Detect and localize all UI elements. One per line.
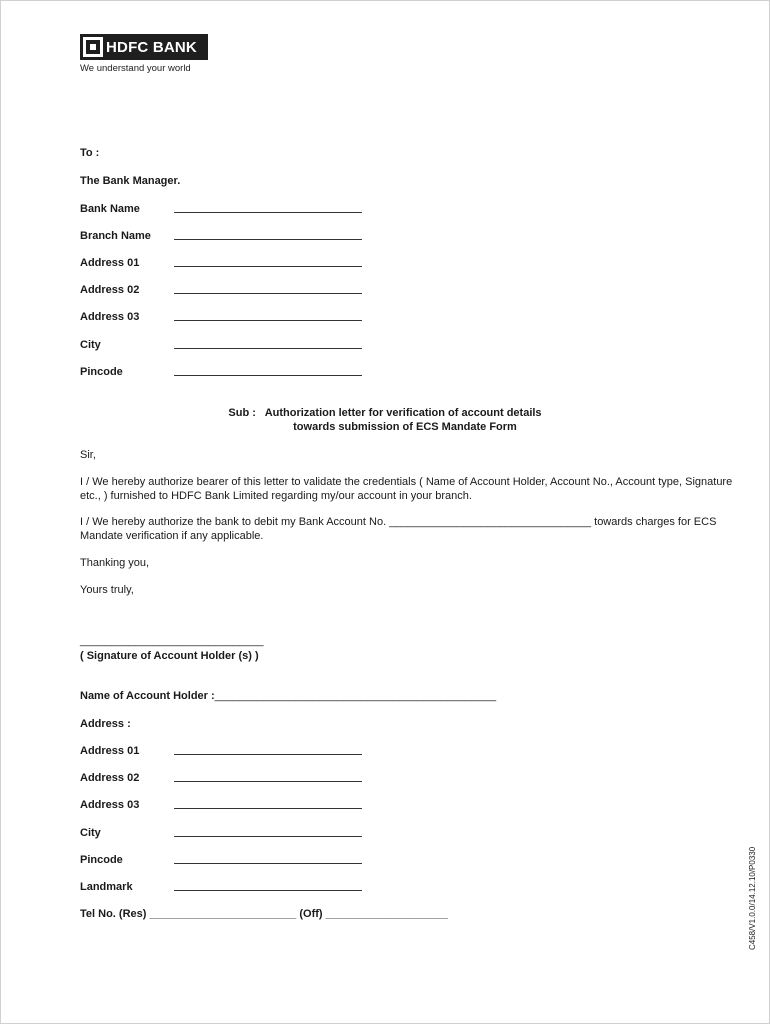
holder-address1-field[interactable]: [174, 754, 362, 755]
salutation: Sir,: [80, 449, 96, 461]
authorization-paragraph: I / We hereby authorize bearer of this letter to validate the credentials ( Name of Account Holder, Account No., Account type, Signature etc., ) furnished to HDFC Bank Limited regarding my/our account in your branch.: [80, 476, 733, 502]
holder-name-text: Name of Account Holder :: [80, 690, 215, 702]
tel-off-field[interactable]: (Off) ____________________: [299, 908, 448, 920]
bank-address1-label: Address 01: [80, 257, 140, 269]
holder-address3-label: Address 03: [80, 799, 140, 811]
brand-tagline: We understand your world: [80, 63, 191, 74]
holder-pincode-label: Pincode: [80, 854, 123, 866]
holder-address2-field[interactable]: [174, 781, 362, 782]
holder-address-label: Address :: [80, 718, 131, 730]
holder-name-field[interactable]: ______________________________________________: [214, 690, 497, 702]
bank-address3-field[interactable]: [174, 320, 362, 321]
bank-pincode-field[interactable]: [174, 375, 362, 376]
bank-address2-label: Address 02: [80, 284, 140, 296]
debit-paragraph: I / We hereby authorize the bank to debit my Bank Account No. _________________________________ towards charges for ECS Mandate verification if any applicable.: [80, 516, 717, 542]
to-label: To :: [80, 147, 100, 159]
hdfc-logo: [80, 34, 208, 74]
signature-line[interactable]: ______________________________: [80, 635, 264, 647]
bank-address3-label: Address 03: [80, 311, 140, 323]
telephone-row: [80, 908, 448, 920]
branch-name-label: Branch Name: [80, 230, 151, 242]
recipient-title: The Bank Manager.: [80, 175, 181, 187]
holder-address1-label: Address 01: [80, 745, 140, 757]
logo-mark-icon: [83, 37, 103, 57]
subject-line1: Authorization letter for verification of account details: [264, 407, 542, 419]
bank-address2-field[interactable]: [174, 293, 362, 294]
holder-city-field[interactable]: [174, 836, 362, 837]
subject-block: [0, 406, 770, 434]
account-holder-name-label: [80, 690, 496, 702]
subject-line2: towards submission of ECS Mandate Form: [293, 421, 517, 433]
holder-pincode-field[interactable]: [174, 863, 362, 864]
branch-name-field[interactable]: [174, 239, 362, 240]
form-code: C458/V1.0.0/14.12.10/P0330: [748, 846, 757, 950]
holder-landmark-label: Landmark: [80, 881, 133, 893]
bank-address1-field[interactable]: [174, 266, 362, 267]
holder-address3-field[interactable]: [174, 808, 362, 809]
logo-box: [80, 34, 208, 60]
holder-landmark-field[interactable]: [174, 890, 362, 891]
tel-res-field[interactable]: Tel No. (Res) ________________________: [80, 908, 297, 920]
bank-name-label: Bank Name: [80, 203, 140, 215]
holder-city-label: City: [80, 827, 101, 839]
bank-city-field[interactable]: [174, 348, 362, 349]
bank-pincode-label: Pincode: [80, 366, 123, 378]
brand-name: HDFC BANK: [106, 38, 197, 56]
holder-address2-label: Address 02: [80, 772, 140, 784]
subject-prefix: Sub :: [228, 407, 256, 419]
thanking-text: Thanking you,: [80, 557, 150, 569]
closing-text: Yours truly,: [80, 584, 134, 596]
bank-name-field[interactable]: [174, 212, 362, 213]
signature-caption: ( Signature of Account Holder (s) ): [80, 650, 259, 662]
bank-city-label: City: [80, 339, 101, 351]
